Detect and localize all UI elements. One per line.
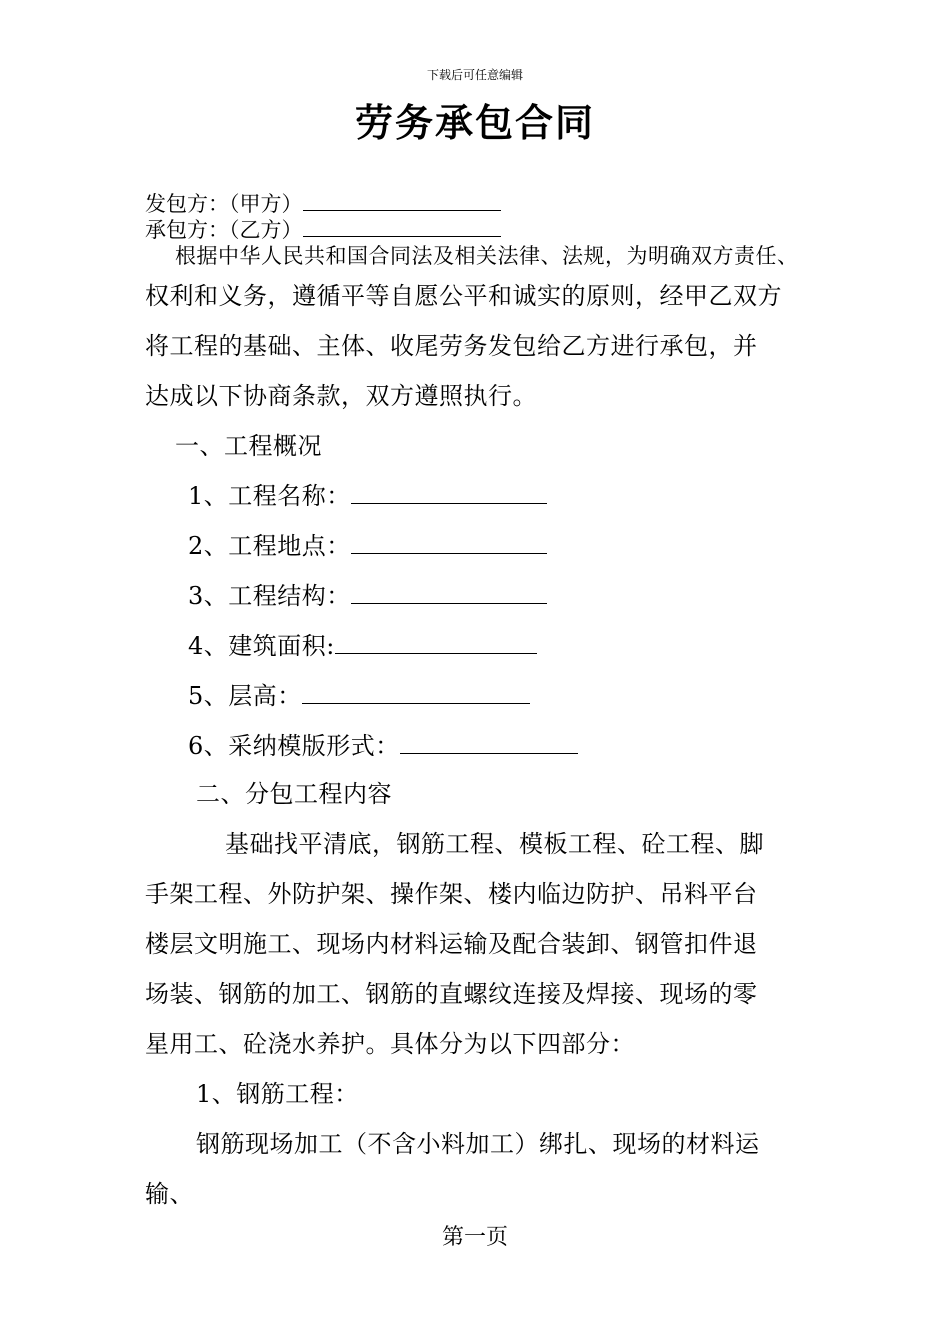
rebar-text-line: 输、 xyxy=(145,1180,194,1208)
page-footer: 第一页 xyxy=(441,1225,508,1250)
overview-item-location xyxy=(188,526,547,561)
item-blank[interactable] xyxy=(351,483,547,504)
section1-heading: 一、工程概况 xyxy=(175,432,322,460)
item-blank[interactable] xyxy=(335,633,537,654)
overview-item-formwork xyxy=(188,726,578,761)
scope-line: 基础找平清底，钢筋工程、模板工程、砼工程、脚 xyxy=(225,830,764,858)
item-label: 1、工程名称： xyxy=(188,482,351,510)
overview-item-height xyxy=(188,676,530,711)
item-label: 5、层高： xyxy=(188,682,302,710)
scope-line: 星用工、砼浇水养护。具体分为以下四部分： xyxy=(145,1030,635,1058)
intro-line: 达成以下协商条款，双方遵照执行。 xyxy=(145,382,537,410)
item-blank[interactable] xyxy=(351,533,547,554)
item-blank[interactable] xyxy=(351,583,547,604)
overview-item-structure xyxy=(188,576,547,611)
item-blank[interactable] xyxy=(400,733,578,754)
rebar-heading: 1、钢筋工程： xyxy=(196,1080,359,1108)
scope-line: 楼层文明施工、现场内材料运输及配合装卸、钢管扣件退 xyxy=(145,930,758,958)
party-b-blank[interactable] xyxy=(303,216,501,237)
item-label: 3、工程结构： xyxy=(188,582,351,610)
intro-line: 根据中华人民共和国合同法及相关法律、法规，为明确双方责任、 xyxy=(175,244,799,268)
header-note: 下载后可任意编辑 xyxy=(426,68,523,82)
scope-line: 场装、钢筋的加工、钢筋的直螺纹连接及焊接、现场的零 xyxy=(145,980,758,1008)
overview-item-area xyxy=(188,626,537,661)
section2-heading: 二、分包工程内容 xyxy=(196,780,392,808)
item-label: 4、建筑面积: xyxy=(188,632,335,660)
scope-line: 手架工程、外防护架、操作架、楼内临边防护、吊料平台 xyxy=(145,880,758,908)
party-b-label: 承包方：（乙方） xyxy=(145,218,303,242)
intro-line: 权利和义务，遵循平等自愿公平和诚实的原则，经甲乙双方 xyxy=(145,282,782,310)
overview-item-name xyxy=(188,476,547,511)
rebar-text-line: 钢筋现场加工（不含小料加工）绑扎、现场的材料运 xyxy=(196,1130,760,1158)
party-a-blank[interactable] xyxy=(303,190,501,211)
document-title: 劳务承包合同 xyxy=(354,100,595,145)
item-label: 2、工程地点： xyxy=(188,532,351,560)
party-a-label: 发包方：（甲方） xyxy=(145,192,303,216)
item-label: 6、采纳模版形式： xyxy=(188,732,400,760)
intro-line: 将工程的基础、主体、收尾劳务发包给乙方进行承包，并 xyxy=(145,332,758,360)
item-blank[interactable] xyxy=(302,683,530,704)
